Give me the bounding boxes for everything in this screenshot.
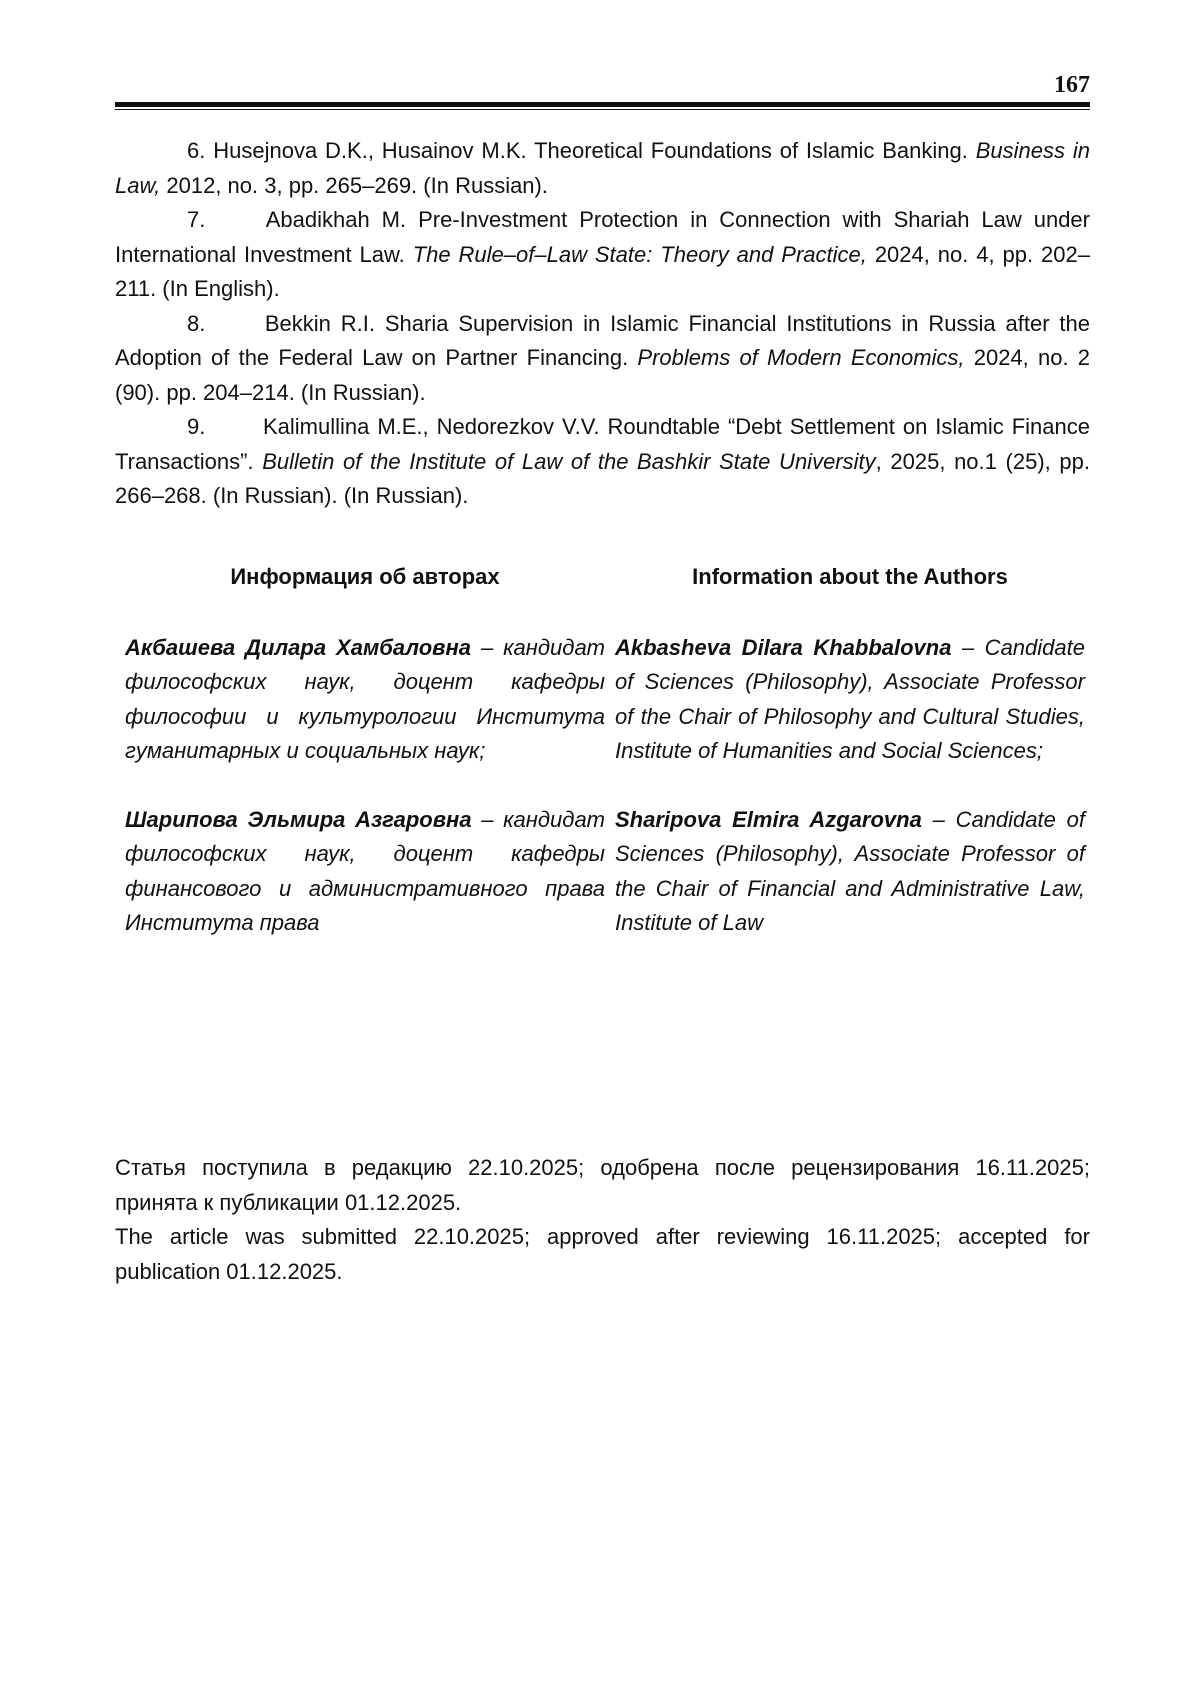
reference-number: 8.: [187, 310, 206, 336]
author-description: – кандидат философских наук, доцент кафедры финансового и административного права Института права: [125, 806, 606, 935]
header-rule-thick: [115, 102, 1090, 107]
reference-number: 9.: [187, 414, 206, 439]
reference-journal: Problems of Modern Economics,: [637, 345, 965, 370]
reference-journal: Business in Law,: [115, 138, 1090, 198]
author-name: Акбашева Дилара Хамбаловна: [125, 634, 471, 660]
reference-journal: Bulletin of the Institute of Law of the Bashkir State University: [262, 448, 876, 474]
author-entry: [125, 803, 605, 941]
article-dates-ru: Статья поступила в редакцию 22.10.2025; одобрена после рецензирования 16.11.2025; принята к публикации 01.12.2025.: [115, 1155, 1090, 1215]
authors-heading-ru: Информация об авторах: [230, 564, 500, 589]
author-description: – Candidate of Sciences (Philosophy), Associate Professor of the Chair of Financial and Administrative Law, Institute of Law: [615, 806, 1085, 935]
author-entry: [125, 631, 605, 769]
header-rule-thin: [115, 109, 1090, 110]
article-dates-en: The article was submitted 22.10.2025; approved after reviewing 16.11.2025; accepted for publication 01.12.2025.: [115, 1224, 1090, 1284]
author-entry: [615, 803, 1085, 941]
author-name: Akbasheva Dilara Khabbalovna: [615, 634, 952, 660]
reference-tail: 2024, no. 4, pp. 202–211. (In English).: [115, 241, 1090, 301]
reference-tail: 2012, no. 3, pp. 265–269. (In Russian).: [166, 172, 548, 198]
reference-text: Bekkin R.I. Sharia Supervision in Islamic Financial Institutions in Russia after the Adoption of the Federal Law on Partner Financing.: [115, 310, 1090, 370]
reference-item: [115, 410, 1090, 514]
reference-number: 7.: [187, 207, 206, 232]
author-description: – кандидат философских наук, доцент кафедры философии и культурологии Института гуманитарных и социальных наук;: [125, 634, 606, 763]
authors-heading-en: Information about the Authors: [692, 564, 1008, 589]
reference-item: [115, 307, 1090, 411]
reference-number: 6.: [187, 138, 206, 163]
authors-column-ru: [125, 560, 605, 975]
author-description: – Candidate of Sciences (Philosophy), Associate Professor of the Chair of Philosophy and Cultural Studies, Institute of Humanities and Social Sciences;: [615, 634, 1085, 763]
reference-text: Abadikhah M. Pre-Investment Protection in Connection with Shariah Law under International Investment Law.: [115, 207, 1090, 267]
page-number: 167: [1054, 72, 1090, 98]
author-entry: [615, 631, 1085, 769]
authors-column-en: [615, 560, 1085, 975]
author-name: Sharipova Elmira Azgarovna: [615, 806, 922, 832]
reference-journal: The Rule–of–Law State: Theory and Practice,: [412, 241, 867, 267]
reference-tail: , 2025, no.1 (25), pp. 266–268. (In Russian). (In Russian).: [115, 448, 1090, 508]
reference-text: Kalimullina M.E., Nedorezkov V.V. Roundtable “Debt Settlement on Islamic Finance Transactions”.: [115, 414, 1090, 474]
reference-text: Husejnova D.K., Husainov M.K. Theoretical Foundations of Islamic Banking.: [213, 138, 968, 163]
article-dates: [115, 1151, 1090, 1289]
author-name: Шарипова Эльмира Азгаровна: [125, 806, 472, 832]
reference-list: [115, 134, 1090, 514]
reference-tail: 2024, no. 2 (90). pp. 204–214. (In Russian).: [115, 345, 1090, 405]
reference-item: [115, 134, 1090, 203]
reference-item: [115, 203, 1090, 307]
